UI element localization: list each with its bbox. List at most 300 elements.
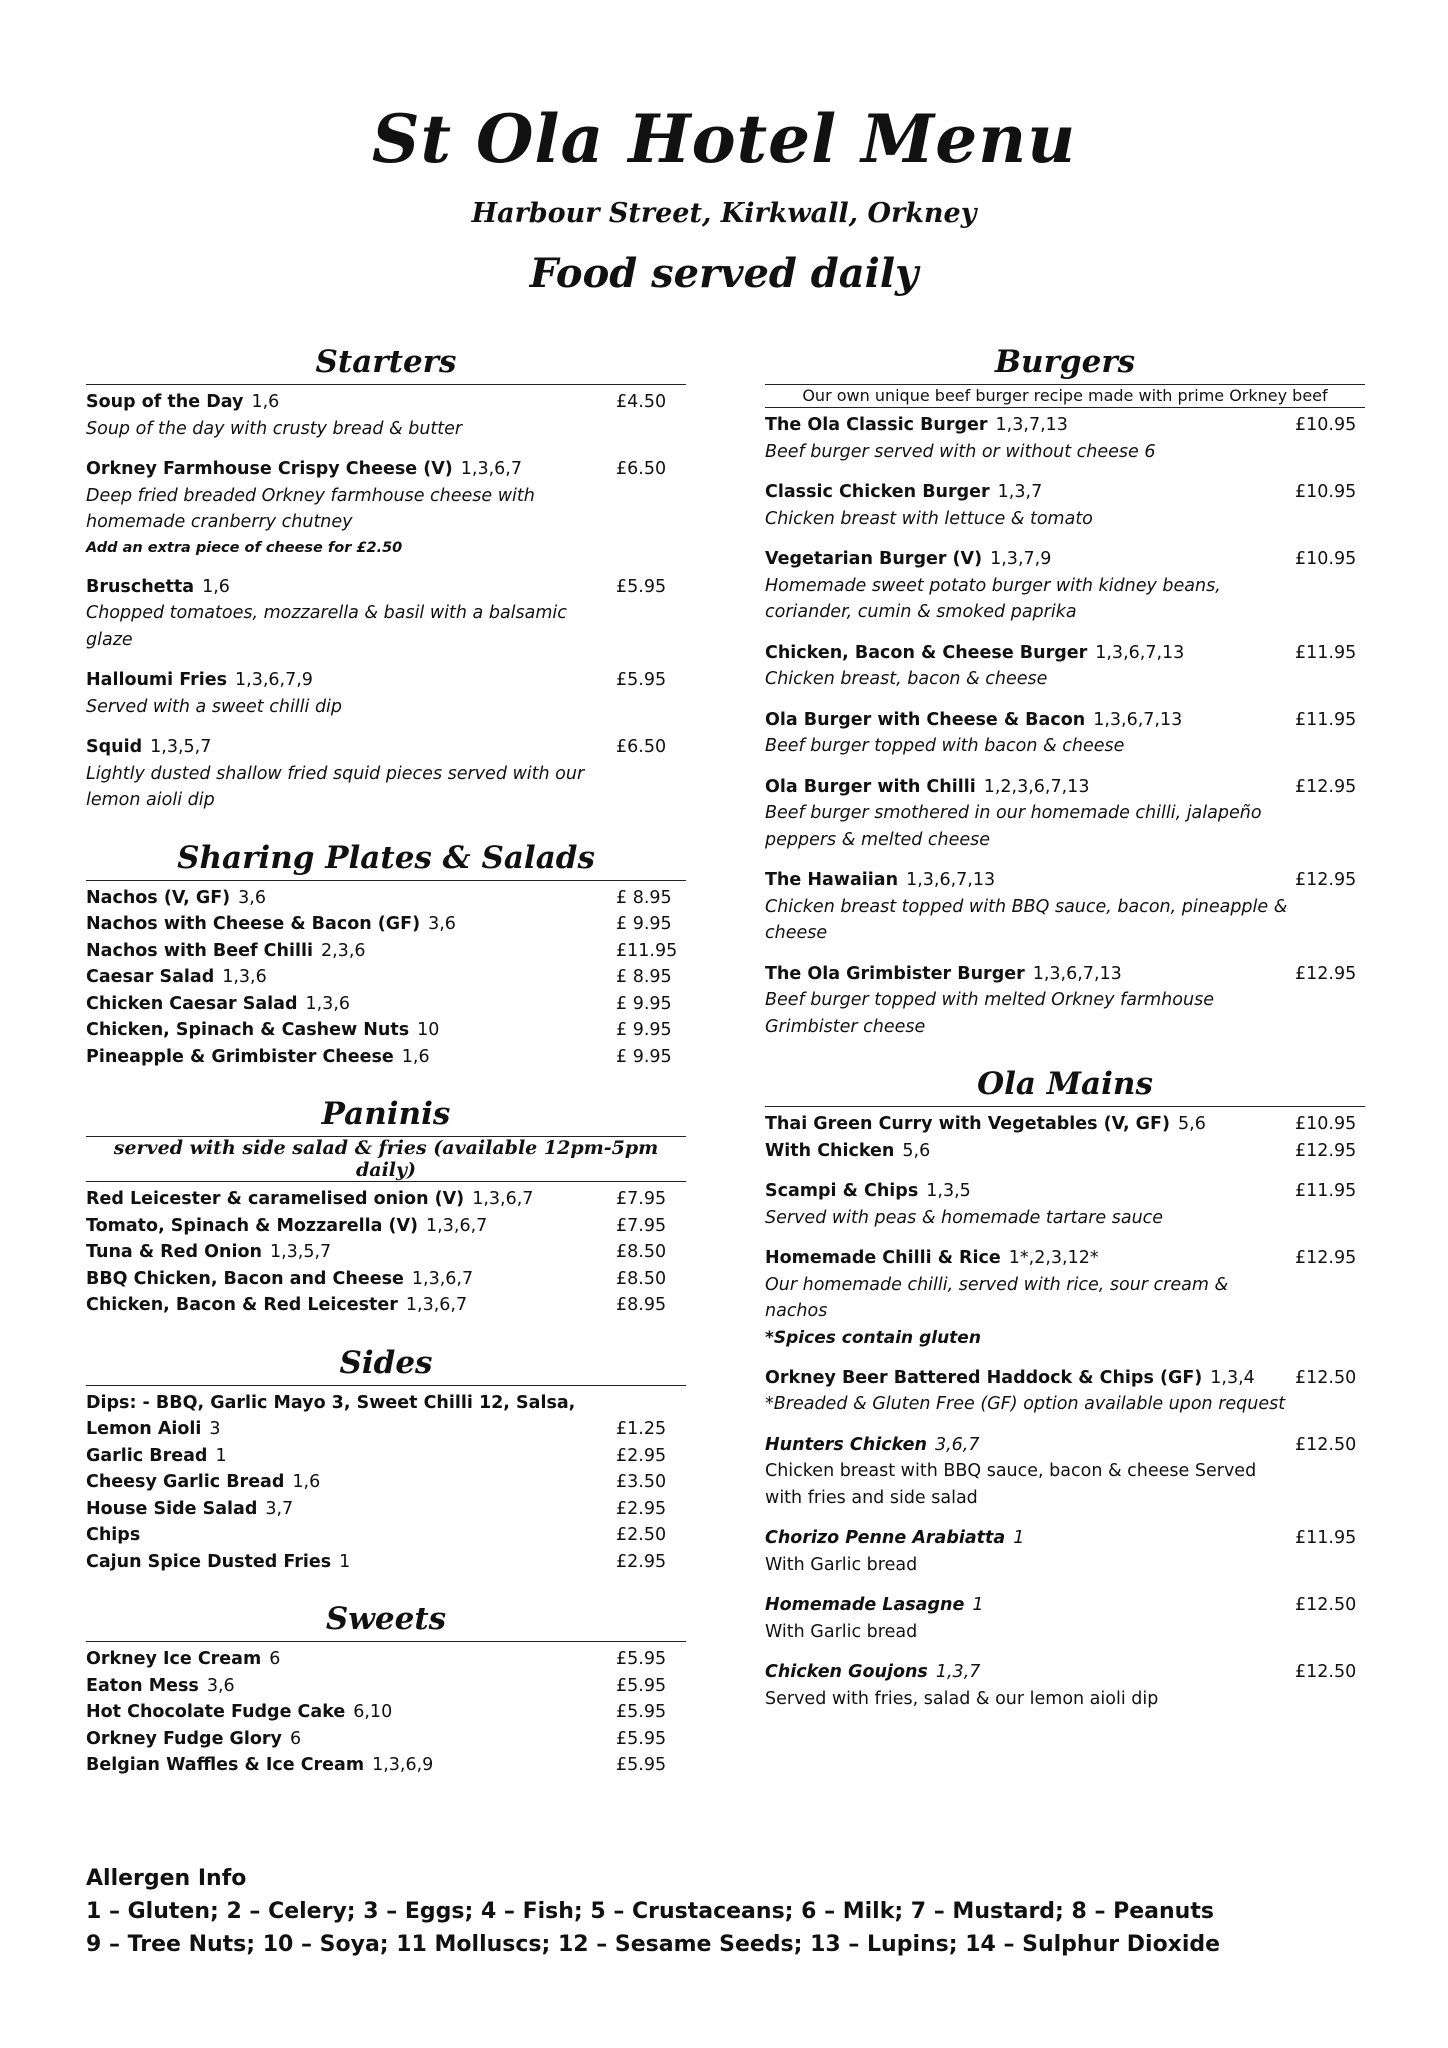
menu-item [765, 1365, 1365, 1418]
item-name-group [86, 1673, 616, 1700]
item-price: £1.25 [616, 1419, 667, 1439]
item-list [86, 1186, 686, 1319]
item-name: Homemade Lasagne [765, 1595, 965, 1615]
item-allergens: 6 [289, 1728, 302, 1749]
menu-section [86, 1341, 686, 1576]
item-row [765, 1432, 1365, 1459]
item-allergens: 1,6 [401, 1046, 430, 1067]
item-price: £2.95 [616, 1551, 667, 1572]
item-price: £ 8.95 [616, 967, 672, 987]
item-row [765, 1592, 1365, 1619]
menu-item [765, 1592, 1365, 1645]
item-allergens: 1,6 [202, 576, 230, 597]
item-row [765, 1178, 1365, 1205]
item-price: £ 8.95 [616, 887, 672, 908]
item-name: Chips [86, 1525, 141, 1545]
item-row [765, 479, 1365, 506]
menu-item [86, 1752, 686, 1779]
item-price: £5.95 [616, 576, 667, 597]
item-row [86, 938, 686, 965]
item-price: £12.95 [1295, 776, 1357, 797]
item-name: Homemade Chilli & Rice [765, 1248, 1001, 1268]
item-description: Lightly dusted shallow fried squid pieces served with our lemon aioli dip [86, 763, 585, 810]
item-name-group [86, 1292, 616, 1319]
item-name-group [765, 412, 1295, 439]
menu-item [86, 1443, 686, 1470]
item-row [86, 389, 686, 416]
allergen-line: 9 – Tree Nuts; 10 – Soya; 11 Molluscs; 12 – Sesame Seeds; 13 – Lupins; 14 – Sulphur Dioxide [86, 1932, 1221, 1957]
item-name: Chicken, Bacon & Cheese Burger [765, 642, 1088, 663]
item-name-group [86, 574, 616, 601]
item-description: Beef burger topped with melted Orkney farmhouse Grimbister cheese [765, 990, 1214, 1037]
menu-item [765, 479, 1365, 532]
item-row [86, 1266, 686, 1293]
item-name-group [86, 1416, 616, 1443]
menu-item [86, 574, 686, 654]
item-name: Caesar Salad [86, 967, 215, 987]
menu-item [86, 1726, 686, 1753]
item-price: £ 9.95 [616, 914, 672, 934]
menu-item [86, 456, 686, 560]
item-name-group [765, 1245, 1295, 1272]
item-note: Add an extra piece of cheese for £2.50 [86, 539, 403, 556]
item-allergens: 5,6 [1178, 1114, 1206, 1134]
item-row [765, 1659, 1365, 1686]
item-description: Our homemade chilli, served with rice, sour cream & nachos [765, 1274, 1229, 1321]
section-title: Starters [86, 340, 686, 385]
menu-item [765, 774, 1365, 854]
item-name-group [765, 961, 1295, 988]
item-allergens: 2,3,6 [320, 940, 366, 961]
item-name: Dips: - BBQ, Garlic Mayo 3, Sweet Chilli 12, Salsa, [86, 1392, 576, 1413]
item-name-group [86, 964, 616, 991]
menu-item [86, 1699, 686, 1726]
item-note: *Spices contain gluten [765, 1327, 981, 1348]
menu-item [765, 867, 1365, 947]
section-title: Paninis [86, 1092, 686, 1137]
item-allergens: 1,3,7,13 [995, 415, 1068, 435]
section-title: Ola Mains [765, 1062, 1365, 1107]
item-allergens: 1,3,6 [222, 967, 267, 987]
item-allergens: 1,6 [292, 1472, 321, 1492]
item-name-group [86, 1496, 616, 1523]
item-name-group [765, 546, 1295, 573]
item-price: £5.95 [616, 1649, 667, 1669]
item-name-group [86, 1752, 616, 1779]
item-name-group [86, 1699, 616, 1726]
item-row [765, 546, 1365, 573]
item-allergens: 6 [269, 1649, 281, 1669]
menu-section [765, 340, 1365, 1040]
item-name: Nachos with Cheese & Bacon (GF) [86, 914, 421, 934]
menu-item [86, 964, 686, 991]
item-name: Belgian Waffles & Ice Cream [86, 1755, 365, 1775]
item-row [86, 1646, 686, 1673]
item-price: £11.95 [1295, 1181, 1357, 1201]
item-name-group [86, 1044, 616, 1071]
item-row [765, 1365, 1365, 1392]
item-name: Red Leicester & caramelised onion (V) [86, 1189, 465, 1209]
item-price: £10.95 [1295, 415, 1357, 435]
item-row [765, 867, 1365, 894]
item-name-group [765, 479, 1295, 506]
item-price: £5.95 [616, 1755, 667, 1775]
item-allergens: 5,6 [902, 1140, 931, 1161]
item-name: BBQ Chicken, Bacon and Cheese [86, 1268, 404, 1289]
item-price: £2.50 [616, 1525, 667, 1545]
menu-item [86, 1044, 686, 1071]
item-name: Halloumi Fries [86, 670, 228, 690]
item-description: Beef burger topped with bacon & cheese [765, 736, 1125, 756]
address: Harbour Street, Kirkwall, Orkney [471, 198, 977, 229]
item-name: Bruschetta [86, 576, 195, 597]
item-description: Chicken breast, bacon & cheese [765, 669, 1048, 689]
item-name-group [765, 640, 1295, 667]
item-row [86, 1017, 686, 1044]
item-name-group [765, 1592, 1295, 1619]
item-price: £12.50 [1295, 1595, 1357, 1615]
item-allergens: 1,3,7 [935, 1662, 981, 1682]
item-row [86, 964, 686, 991]
item-list [765, 412, 1365, 1040]
menu-item [765, 640, 1365, 693]
menu-item [86, 667, 686, 720]
menu-item [765, 1525, 1365, 1578]
item-price: £4.50 [616, 392, 667, 412]
item-name: Cheesy Garlic Bread [86, 1472, 285, 1492]
menu-item [765, 412, 1365, 465]
item-row [86, 991, 686, 1018]
item-allergens: 1,3,6,7,13 [906, 870, 996, 890]
item-allergens: 3,6 [428, 914, 456, 934]
menu-item [86, 1186, 686, 1213]
item-price: £5.95 [616, 1675, 667, 1696]
item-name: Nachos (V, GF) [86, 887, 231, 908]
item-name: Garlic Bread [86, 1445, 208, 1466]
menu-item [86, 1496, 686, 1523]
menu-section [765, 1062, 1365, 1712]
menu-item [86, 1266, 686, 1293]
section-subtitle: Our own unique beef burger recipe made with prime Orkney beef [765, 385, 1365, 408]
item-allergens: 10 [417, 1020, 440, 1040]
item-allergens: 1,3,4 [1210, 1367, 1255, 1388]
item-allergens: 1,3,6,9 [372, 1755, 434, 1775]
item-name: Thai Green Curry with Vegetables (V, GF) [765, 1114, 1170, 1134]
item-row [765, 1245, 1365, 1272]
menu-item [86, 1549, 686, 1576]
item-allergens: 1,3,5,7 [269, 1242, 332, 1262]
item-name-group [86, 1549, 616, 1576]
item-description: Chicken breast with lettuce & tomato [765, 508, 1093, 529]
item-name-group [765, 1138, 1295, 1165]
item-allergens: 1,3,6,7,9 [235, 670, 313, 690]
item-name: The Ola Grimbister Burger [765, 963, 1025, 984]
item-name: Classic Chicken Burger [765, 482, 990, 502]
item-price: £10.95 [1295, 549, 1357, 569]
menu-item [86, 1646, 686, 1673]
item-price: £6.50 [616, 459, 667, 479]
served-daily: Food served daily [529, 250, 919, 297]
menu-item [86, 1416, 686, 1443]
item-allergens: 1*,2,3,12* [1008, 1248, 1099, 1268]
item-allergens: 3,6 [238, 887, 267, 908]
item-row [765, 1525, 1365, 1552]
item-name: Soup of the Day [86, 392, 244, 412]
item-name: Ola Burger with Chilli [765, 776, 976, 797]
item-price: £5.95 [616, 670, 667, 690]
item-row [765, 961, 1365, 988]
item-description: Deep fried breaded Orkney farmhouse cheese with homemade cranberry chutney [86, 485, 535, 532]
item-name: Lemon Aioli [86, 1419, 202, 1439]
item-row [86, 1673, 686, 1700]
menu-item [765, 1659, 1365, 1712]
item-row [86, 1549, 686, 1576]
item-name-group [86, 1469, 616, 1496]
item-row [86, 1752, 686, 1779]
menu-item [765, 1432, 1365, 1512]
menu-item [86, 1673, 686, 1700]
item-description: Homemade sweet potato burger with kidney beans, coriander, cumin & smoked paprika [765, 575, 1221, 622]
item-name: Scampi & Chips [765, 1181, 919, 1201]
item-allergens: 1,3,5,7 [150, 737, 212, 757]
item-price: £11.95 [1295, 709, 1357, 730]
menu-title: St Ola Hotel Menu [371, 100, 1077, 178]
menu-section [86, 340, 686, 814]
item-allergens: 1 [972, 1595, 984, 1615]
item-price: £6.50 [616, 737, 667, 757]
item-allergens: 1,3,6 [305, 993, 351, 1014]
item-description: Soup of the day with crusty bread & butter [86, 418, 463, 439]
item-price: £12.95 [1295, 870, 1357, 890]
item-price: £12.95 [1295, 963, 1357, 984]
item-name: Tuna & Red Onion [86, 1242, 262, 1262]
item-list [86, 885, 686, 1071]
item-name: House Side Salad [86, 1498, 258, 1519]
item-price: £2.95 [616, 1445, 667, 1466]
item-list [86, 1646, 686, 1779]
item-allergens: 1,2,3,6,7,13 [983, 776, 1090, 797]
item-price: £12.50 [1295, 1434, 1357, 1455]
item-name-group [86, 1726, 616, 1753]
item-name-group [86, 1443, 616, 1470]
item-name: Eaton Mess [86, 1675, 199, 1696]
menu-item [86, 938, 686, 965]
item-name-group [765, 774, 1295, 801]
item-name-group [765, 1659, 1295, 1686]
item-price: £11.95 [616, 940, 678, 961]
item-name-group [86, 667, 616, 694]
item-price: £11.95 [1295, 642, 1357, 663]
item-name-group [86, 1213, 616, 1240]
menu-item [86, 1239, 686, 1266]
item-name: Ola Burger with Cheese & Bacon [765, 709, 1086, 730]
item-name-group [765, 867, 1295, 894]
allergen-info [86, 1862, 1386, 1961]
item-name: With Chicken [765, 1140, 895, 1161]
item-price: £11.95 [1295, 1528, 1357, 1548]
item-row [86, 1443, 686, 1470]
item-name: The Ola Classic Burger [765, 415, 988, 435]
item-row [765, 1111, 1365, 1138]
item-allergens: 1,3,6,7,13 [1095, 642, 1185, 663]
menu-item [765, 1138, 1365, 1165]
item-description: *Breaded & Gluten Free (GF) option available upon request [765, 1394, 1286, 1414]
section-subtitle: served with side salad & fries (available 12pm-5pm daily) [86, 1137, 686, 1182]
item-price: £5.95 [616, 1702, 667, 1722]
item-row [86, 1213, 686, 1240]
item-row [86, 1699, 686, 1726]
item-name-group [86, 991, 616, 1018]
item-name-group [765, 707, 1295, 734]
menu-item [86, 1469, 686, 1496]
item-allergens: 3,6,7 [934, 1434, 980, 1455]
item-name: Hunters Chicken [765, 1434, 927, 1455]
item-description: Beef burger smothered in our homemade chilli, jalapeño peppers & melted cheese [765, 803, 1262, 850]
item-allergens: 1,3,6,7 [460, 459, 522, 479]
item-row [86, 1044, 686, 1071]
item-allergens: 1,3,6,7,13 [1032, 963, 1122, 984]
item-price: £7.95 [616, 1189, 667, 1209]
menu-item [86, 1017, 686, 1044]
item-row [86, 1496, 686, 1523]
item-list [86, 389, 686, 814]
item-allergens: 1,3,7 [997, 482, 1043, 502]
menu-item [86, 991, 686, 1018]
item-name-group [86, 734, 616, 761]
item-name: Nachos with Beef Chilli [86, 940, 313, 961]
menu-item [86, 1213, 686, 1240]
menu-item [86, 911, 686, 938]
item-price: £8.50 [616, 1242, 667, 1262]
item-allergens: 1 [339, 1551, 351, 1572]
item-description: With Garlic bread [765, 1554, 918, 1575]
item-allergens: 6,10 [353, 1702, 393, 1722]
item-price: £ 9.95 [616, 1046, 672, 1067]
item-row [86, 1239, 686, 1266]
item-name: Hot Chocolate Fudge Cake [86, 1702, 346, 1722]
item-price: £5.95 [616, 1728, 667, 1749]
menu-item [86, 734, 686, 814]
menu-item [765, 1178, 1365, 1231]
item-price: £ 9.95 [616, 993, 672, 1014]
item-row [86, 1469, 686, 1496]
item-name-group [86, 911, 616, 938]
item-description: Chopped tomatoes, mozzarella & basil with a balsamic glaze [86, 603, 567, 650]
item-name: Orkney Ice Cream [86, 1649, 262, 1669]
item-list [765, 1111, 1365, 1712]
item-name-group [86, 1266, 616, 1293]
item-price: £ 9.95 [616, 1020, 672, 1040]
item-name: Chorizo Penne Arabiatta [765, 1528, 1006, 1548]
section-title: Sweets [86, 1597, 686, 1642]
section-title: Burgers [765, 340, 1365, 385]
item-row [86, 1390, 686, 1417]
menu-section [86, 1597, 686, 1779]
item-list [86, 1390, 686, 1576]
item-price: £3.50 [616, 1472, 667, 1492]
item-name: Chicken Goujons [765, 1662, 928, 1682]
item-row [765, 707, 1365, 734]
section-title: Sides [86, 1341, 686, 1386]
item-description: Chicken breast with BBQ sauce, bacon & cheese Served with fries and side salad [765, 1461, 1257, 1508]
item-name: Orkney Beer Battered Haddock & Chips (GF) [765, 1367, 1203, 1388]
menu-item [765, 546, 1365, 626]
item-description: Served with a sweet chilli dip [86, 696, 343, 717]
item-price: £7.95 [616, 1215, 667, 1236]
item-description: Beef burger served with or without cheese 6 [765, 441, 1156, 462]
item-name: Orkney Farmhouse Crispy Cheese (V) [86, 459, 453, 479]
item-allergens: 1,3,6,7 [411, 1268, 474, 1289]
item-name-group [765, 1432, 1295, 1459]
right-column [765, 330, 1365, 1712]
item-name-group [86, 1239, 616, 1266]
item-price: £8.50 [616, 1268, 667, 1289]
item-name: Vegetarian Burger (V) [765, 549, 983, 569]
menu-item [765, 707, 1365, 760]
item-allergens: 1 [1013, 1528, 1025, 1548]
item-row [86, 734, 686, 761]
item-name: The Hawaiian [765, 870, 899, 890]
item-price: £10.95 [1295, 1114, 1357, 1134]
item-price: £8.95 [616, 1295, 667, 1315]
menu-item [765, 1111, 1365, 1138]
item-name: Orkney Fudge Glory [86, 1728, 282, 1749]
item-allergens: 1,3,5 [926, 1181, 971, 1201]
left-column [86, 330, 686, 1779]
item-price: £12.50 [1295, 1367, 1357, 1388]
item-row [86, 1292, 686, 1319]
item-row [86, 1726, 686, 1753]
item-allergens: 1 [215, 1445, 227, 1466]
menu-item [86, 885, 686, 912]
allergen-line: 1 – Gluten; 2 – Celery; 3 – Eggs; 4 – Fish; 5 – Crustaceans; 6 – Milk; 7 – Mustard; 8 – Peanuts [86, 1899, 1214, 1924]
item-name-group [765, 1525, 1295, 1552]
item-allergens: 1,3,6,7 [426, 1215, 488, 1236]
item-row [86, 456, 686, 483]
item-row [765, 1138, 1365, 1165]
item-name-group [86, 938, 616, 965]
item-description: With Garlic bread [765, 1621, 918, 1642]
item-name: Tomato, Spinach & Mozzarella (V) [86, 1215, 419, 1236]
item-price: £2.95 [616, 1498, 667, 1519]
item-allergens: 1,3,6,7 [405, 1295, 468, 1315]
item-description: Served with peas & homemade tartare sauce [765, 1207, 1164, 1228]
item-name: Chicken Caesar Salad [86, 993, 298, 1014]
menu-section [86, 1092, 686, 1319]
item-name: Pineapple & Grimbister Cheese [86, 1046, 394, 1067]
item-description: Chicken breast topped with BBQ sauce, bacon, pineapple & cheese [765, 896, 1288, 943]
menu-section [86, 836, 686, 1071]
item-price: £12.50 [1295, 1662, 1357, 1682]
item-name-group [765, 1178, 1295, 1205]
item-name-group [86, 1390, 616, 1417]
item-row [86, 1186, 686, 1213]
item-name: Chicken, Spinach & Cashew Nuts [86, 1020, 410, 1040]
item-row [86, 1522, 686, 1549]
item-row [765, 774, 1365, 801]
item-name-group [765, 1111, 1295, 1138]
menu-item [86, 1522, 686, 1549]
item-name: Chicken, Bacon & Red Leicester [86, 1295, 398, 1315]
item-row [765, 412, 1365, 439]
item-name-group [765, 1365, 1295, 1392]
item-price: £12.95 [1295, 1248, 1357, 1268]
allergen-heading: Allergen Info [86, 1866, 247, 1891]
item-row [86, 574, 686, 601]
item-allergens: 3 [209, 1419, 221, 1439]
item-price: £12.95 [1295, 1140, 1357, 1161]
item-row [765, 640, 1365, 667]
